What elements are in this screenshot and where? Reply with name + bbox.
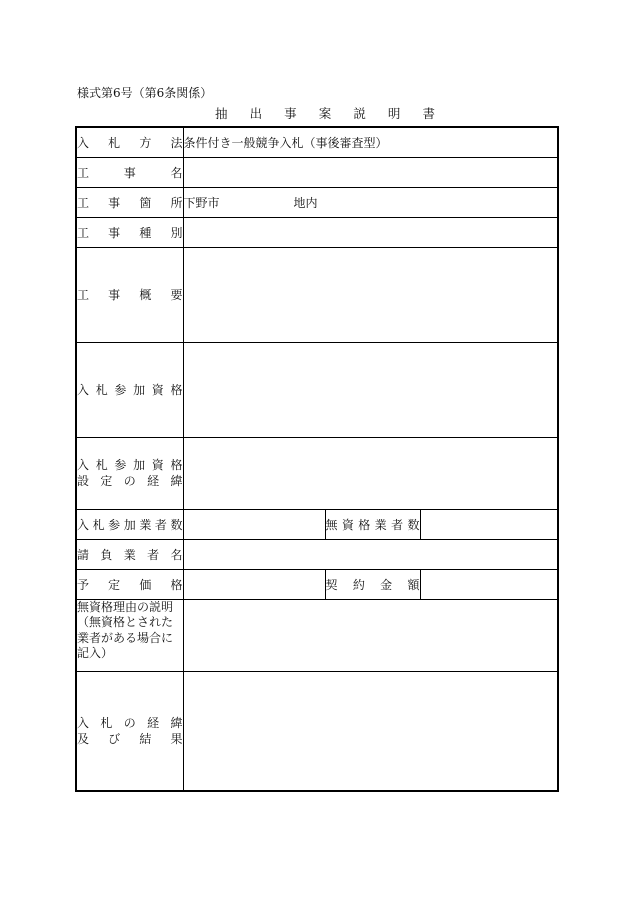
label-char: 工 <box>77 165 90 180</box>
label-char: 概 <box>139 288 152 302</box>
value-bid-progress[interactable] <box>183 671 558 791</box>
label-char: 方 <box>139 135 152 150</box>
label-char: 加 <box>133 383 146 397</box>
label-char: 定 <box>100 474 113 488</box>
label-char: 加 <box>123 517 136 532</box>
label-char: 金 <box>380 577 393 592</box>
label-char: 業 <box>374 517 387 532</box>
label-char: 及 <box>77 731 90 746</box>
row-bid-method <box>76 127 558 157</box>
label-char: 札 <box>95 458 108 472</box>
label-char: 格 <box>170 458 183 472</box>
label-char: 格 <box>358 517 371 532</box>
label-char: 入 <box>77 458 90 472</box>
value-unqualified-count[interactable] <box>420 509 558 539</box>
label-char: 資 <box>151 458 164 472</box>
value-qualification-background[interactable] <box>183 437 558 509</box>
row-project-summary <box>76 247 558 342</box>
label-char: 加 <box>133 458 146 472</box>
label-contract-amount <box>325 569 420 599</box>
title-char: 案 <box>318 106 332 121</box>
label-char: 別 <box>170 225 183 240</box>
value-contract-amount[interactable] <box>420 569 558 599</box>
label-char: 業 <box>123 547 136 562</box>
label-bid-progress <box>76 671 183 791</box>
label-char: び <box>108 731 121 746</box>
label-char: 果 <box>170 731 183 746</box>
label-char: の <box>123 474 136 488</box>
label-char: 事 <box>123 165 136 180</box>
label-char: 名 <box>170 547 183 562</box>
label-char: 約 <box>352 577 365 592</box>
label-char: 請 <box>77 547 90 562</box>
label-char: 名 <box>170 165 183 180</box>
label-bid-qualification <box>76 342 183 437</box>
value-project-summary[interactable] <box>183 247 558 342</box>
label-char: 設 <box>77 474 90 488</box>
label-char: 事 <box>108 195 121 210</box>
label-char: 予 <box>77 577 90 592</box>
label-char: 工 <box>77 225 90 240</box>
label-char: 者 <box>154 517 167 532</box>
label-disqualification-reason <box>76 599 183 671</box>
value-project-name[interactable] <box>183 157 558 187</box>
row-estimated-price <box>76 569 558 599</box>
label-char: 要 <box>170 288 183 302</box>
title-char: 書 <box>422 106 435 121</box>
label-char: 札 <box>95 383 108 397</box>
value-estimated-price[interactable] <box>183 569 325 599</box>
label-contractor-name <box>76 539 183 569</box>
label-char: 緯 <box>170 715 183 730</box>
label-char: 定 <box>108 577 121 592</box>
label-char: 参 <box>114 458 127 472</box>
title-char: 事 <box>284 106 297 121</box>
row-project-location <box>76 187 558 217</box>
label-line: 記入） <box>77 646 114 660</box>
label-char: 参 <box>108 517 121 532</box>
label-char: 負 <box>100 547 113 562</box>
form-number: 様式第6号（第6条関係） <box>77 86 213 100</box>
row-contractor-name <box>76 539 558 569</box>
label-char: 業 <box>139 517 152 532</box>
label-char: 入 <box>77 517 90 532</box>
label-qualification-background <box>76 437 183 509</box>
label-char: 結 <box>139 731 152 746</box>
label-char: 参 <box>114 383 127 397</box>
title-char: 抽 <box>215 106 228 121</box>
label-char: 札 <box>108 135 121 150</box>
value-project-type[interactable] <box>183 217 558 247</box>
label-char: 者 <box>147 547 160 562</box>
explanation-form-table <box>75 126 559 792</box>
label-line: 業者がある場合に <box>77 630 174 645</box>
label-char: 入 <box>77 715 90 730</box>
row-bid-qualification <box>76 342 558 437</box>
value-participant-count[interactable] <box>183 509 325 539</box>
title-char: 明 <box>387 106 401 121</box>
label-participant-count <box>76 509 183 539</box>
value-contractor-name[interactable] <box>183 539 558 569</box>
label-project-location <box>76 187 183 217</box>
label-char: 札 <box>100 715 113 730</box>
row-project-name <box>76 157 558 187</box>
title-char: 出 <box>249 106 263 121</box>
label-char: 種 <box>139 225 152 240</box>
value-bid-qualification[interactable] <box>183 342 558 437</box>
label-char: の <box>123 715 136 730</box>
label-char: 箇 <box>139 195 152 210</box>
label-char: 法 <box>170 135 183 150</box>
label-char: 価 <box>139 577 152 592</box>
label-line: 無資格理由の説明 <box>77 599 174 614</box>
label-char: 格 <box>170 383 183 397</box>
label-char: 無 <box>325 517 338 532</box>
label-char: 額 <box>407 577 420 592</box>
label-estimated-price <box>76 569 183 599</box>
value-disqualification-reason[interactable] <box>183 599 558 671</box>
location-suffix: 地内 <box>293 195 318 210</box>
label-char: 工 <box>77 288 90 302</box>
label-line: （無資格とされた <box>77 615 174 629</box>
label-char: 工 <box>77 195 90 210</box>
label-char: 入 <box>77 383 90 397</box>
label-char: 事 <box>108 288 121 302</box>
value-project-location[interactable] <box>183 187 558 217</box>
label-char: 資 <box>341 517 354 532</box>
document-title <box>215 104 435 122</box>
label-char: 資 <box>151 383 164 397</box>
label-project-summary <box>76 247 183 342</box>
label-char: 所 <box>170 195 183 210</box>
label-char: 数 <box>170 517 183 532</box>
label-unqualified-count <box>325 509 420 539</box>
row-bid-progress <box>76 671 558 791</box>
value-bid-method: 条件付き一般競争入札（事後審査型） <box>183 127 558 157</box>
label-project-type <box>76 217 183 247</box>
row-participant-count <box>76 509 558 539</box>
label-char: 数 <box>407 517 420 532</box>
label-char: 契 <box>325 577 338 592</box>
label-char: 経 <box>147 715 160 730</box>
row-disqualification-reason <box>76 599 558 671</box>
row-qualification-background <box>76 437 558 509</box>
label-char: 格 <box>170 577 183 592</box>
label-char: 経 <box>147 474 160 488</box>
label-bid-method <box>76 127 183 157</box>
location-city: 下野市 <box>183 195 220 210</box>
label-char: 緯 <box>170 474 183 488</box>
label-char: 札 <box>92 517 105 532</box>
row-project-type <box>76 217 558 247</box>
label-project-name <box>76 157 183 187</box>
title-char: 説 <box>353 106 366 121</box>
label-char: 事 <box>108 225 121 240</box>
label-char: 入 <box>77 135 90 150</box>
label-char: 者 <box>391 517 404 532</box>
